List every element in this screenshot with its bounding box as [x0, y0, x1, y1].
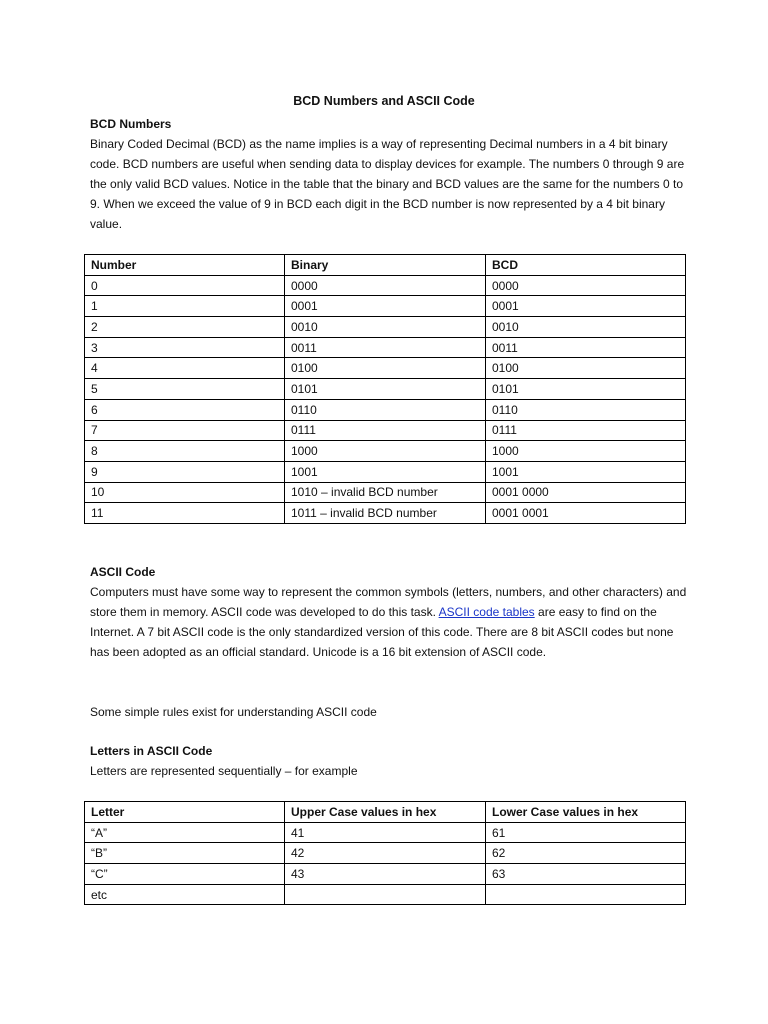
table-row [85, 420, 686, 441]
table-cell: 0011 [486, 337, 686, 358]
table-cell: 1011 – invalid BCD number [285, 503, 486, 524]
column-header: Lower Case values in hex [486, 802, 686, 823]
table-row [85, 884, 686, 905]
table-row [85, 864, 686, 885]
bcd-section [90, 114, 690, 234]
table-cell [486, 884, 686, 905]
table-row [85, 379, 686, 400]
table-cell: 4 [85, 358, 285, 379]
table-cell: “B” [85, 843, 285, 864]
table-row [85, 441, 686, 462]
rules-line: Some simple rules exist for understanding ASCII code [90, 705, 377, 719]
column-header: Upper Case values in hex [285, 802, 486, 823]
table-cell: 42 [285, 843, 486, 864]
table-cell [285, 884, 486, 905]
ascii-section [90, 562, 690, 662]
table-row [85, 275, 686, 296]
letters-line: Letters are represented sequentially – for example [90, 764, 358, 778]
table-row [85, 317, 686, 338]
ascii-table [84, 801, 686, 905]
table-cell: 0110 [285, 399, 486, 420]
table-cell: 1000 [486, 441, 686, 462]
table-cell: 0100 [486, 358, 686, 379]
table-cell: 0111 [486, 420, 686, 441]
table-cell: 0111 [285, 420, 486, 441]
table-cell: 8 [85, 441, 285, 462]
table-row [85, 482, 686, 503]
table-cell: 0110 [486, 399, 686, 420]
table-cell: “C” [85, 864, 285, 885]
ascii-heading: ASCII Code [90, 565, 156, 579]
letters-heading: Letters in ASCII Code [90, 744, 213, 758]
table-cell: 61 [486, 822, 686, 843]
table-cell: 1000 [285, 441, 486, 462]
bcd-heading: BCD Numbers [90, 117, 172, 131]
table-cell: 62 [486, 843, 686, 864]
table-header-row [85, 255, 686, 276]
bcd-paragraph: Binary Coded Decimal (BCD) as the name implies is a way of representing Decimal numbers in a 4 bit binary code. BCD numbers are useful when sending data to display devices for example. The numbers 0 through 9 are the only valid BCD values. Notice in the table that the binary and BCD values are the same for the numbers 0 to 9. When we exceed the value of 9 in BCD each digit in the BCD number is now represented by a 4 bit binary value. [90, 137, 685, 231]
column-header: Number [85, 255, 285, 276]
table-cell: 0001 0001 [486, 503, 686, 524]
ascii-code-tables-link[interactable]: ASCII code tables [438, 605, 535, 619]
table-cell: 5 [85, 379, 285, 400]
table-cell: 0010 [486, 317, 686, 338]
table-cell: 1001 [486, 461, 686, 482]
table-cell: 0 [85, 275, 285, 296]
table-cell: 0101 [285, 379, 486, 400]
table-row [85, 399, 686, 420]
table-cell: 0011 [285, 337, 486, 358]
page-title: BCD Numbers and ASCII Code [293, 94, 475, 108]
table-header-row [85, 802, 686, 823]
ascii-paragraph-end: are easy to find on the Internet. A 7 bit ASCII code is the only standardized version of this code. There are 8 bit ASCII codes but none has been adopted as an official standard. Unicode is a 16 bit extension of ASCII code. [90, 605, 674, 659]
table-row [85, 337, 686, 358]
table-cell: 0001 [285, 296, 486, 317]
table-row [85, 461, 686, 482]
letters-section [90, 741, 690, 781]
table-cell: 1001 [285, 461, 486, 482]
column-header: Letter [85, 802, 285, 823]
table-cell: 2 [85, 317, 285, 338]
column-header: Binary [285, 255, 486, 276]
table-cell: 9 [85, 461, 285, 482]
table-cell: etc [85, 884, 285, 905]
column-header: BCD [486, 255, 686, 276]
table-cell: 10 [85, 482, 285, 503]
table-cell: 0010 [285, 317, 486, 338]
table-cell: 63 [486, 864, 686, 885]
table-cell: 1010 – invalid BCD number [285, 482, 486, 503]
table-cell: 0000 [285, 275, 486, 296]
ascii-paragraph-start: Computers must have some way to represent the common symbols (letters, numbers, and other characters) and store them in memory. ASCII code was developed to do this task. [90, 585, 687, 619]
table-cell: 11 [85, 503, 285, 524]
table-cell: 0101 [486, 379, 686, 400]
table-cell: 0001 [486, 296, 686, 317]
bcd-table [84, 254, 686, 524]
table-cell: 0000 [486, 275, 686, 296]
table-cell: 1 [85, 296, 285, 317]
table-cell: 3 [85, 337, 285, 358]
table-cell: 6 [85, 399, 285, 420]
ascii-paragraph [90, 582, 690, 662]
table-cell: 41 [285, 822, 486, 843]
table-cell: 43 [285, 864, 486, 885]
table-cell: “A” [85, 822, 285, 843]
table-cell: 0100 [285, 358, 486, 379]
table-row [85, 296, 686, 317]
table-row [85, 843, 686, 864]
table-row [85, 358, 686, 379]
table-cell: 7 [85, 420, 285, 441]
table-row [85, 503, 686, 524]
table-row [85, 822, 686, 843]
table-cell: 0001 0000 [486, 482, 686, 503]
